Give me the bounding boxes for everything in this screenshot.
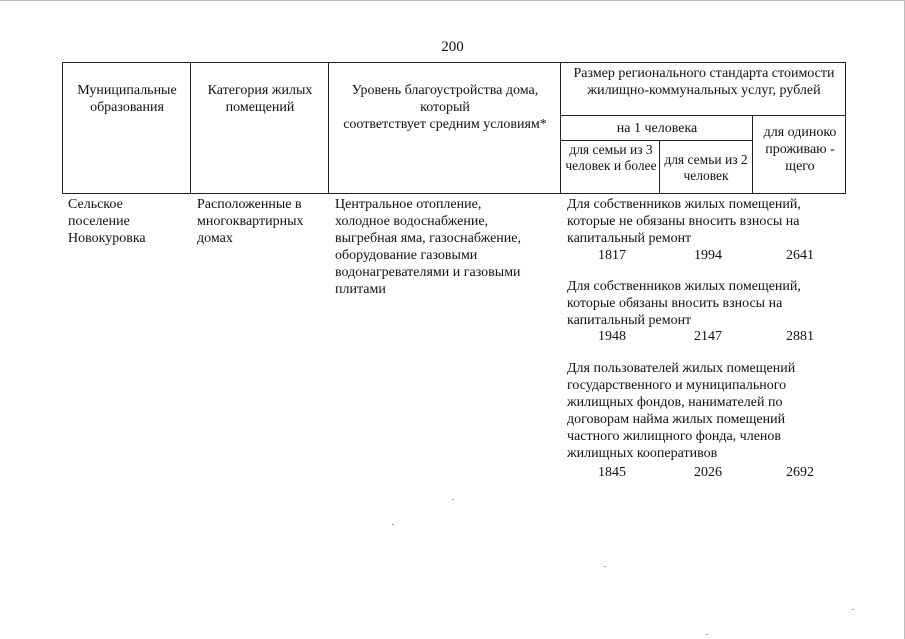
header-single: для одиноко проживаю - щего (763, 125, 837, 174)
group-2-value-family3: 1948 (598, 329, 626, 344)
header-size: Размер регионального стандарта стоимости жилищно-коммунальных услуг, рублей (573, 66, 835, 98)
group-1-value-family3: 1817 (598, 248, 626, 263)
header-level: Уровень благоустройства дома, который соответствует средним условиям* (343, 83, 547, 132)
group-3-value-single: 2692 (786, 465, 814, 480)
header-municipal: Муниципальные образования (77, 83, 177, 115)
scan-speck (392, 524, 394, 525)
header-family-3: для семьи из 3 человек и более (565, 142, 657, 173)
group-1-value-family2: 1994 (694, 248, 722, 263)
header-subrow-line (560, 115, 846, 116)
header-subsubrow-line (560, 140, 752, 141)
page-number: 200 (441, 39, 464, 55)
header-divider-4 (752, 115, 753, 194)
header-divider-5 (659, 140, 660, 194)
group-1-label: Для собственников жилых помещений, которые не обязаны вносить взносы на капитальный ремонт (567, 197, 801, 246)
header-bottom-border (62, 193, 846, 194)
header-divider-2 (328, 62, 329, 194)
group-3-label: Для пользователей жилых помещений государственного и муниципального жилищных фондов, нанимателей по договорам найма жилых помещений частного жилищного фонда, членов жилищных кооперативов (567, 361, 796, 461)
header-category: Категория жилых помещений (207, 83, 313, 115)
header-divider-1 (190, 62, 191, 194)
table-header (62, 62, 846, 194)
cell-municipal: Сельское поселение Новокуровка (68, 197, 146, 246)
group-3-value-family3: 1845 (598, 465, 626, 480)
header-right-border (845, 62, 846, 194)
group-2-value-single: 2881 (786, 329, 814, 344)
group-2-label: Для собственников жилых помещений, которые обязаны вносить взносы на капитальный ремонт (567, 279, 801, 328)
header-family-2: для семьи из 2 человек (664, 152, 748, 183)
group-1-value-single: 2641 (786, 248, 814, 263)
group-2-value-family2: 2147 (694, 329, 722, 344)
cell-level: Центральное отопление, холодное водоснабжение, выгребная яма, газоснабжение, оборудование газовыми водонагревателями и газовыми плитами (335, 197, 522, 297)
scan-speck (452, 499, 454, 500)
cell-category: Расположенные в многоквартирных домах (197, 197, 304, 246)
header-divider-3 (560, 62, 561, 194)
scan-speck (604, 566, 606, 567)
scan-speck (706, 634, 708, 635)
header-left-border (62, 62, 63, 194)
header-per-person: на 1 человека (616, 121, 698, 136)
scan-speck (852, 609, 854, 610)
page-border-top (0, 0, 905, 1)
group-3-value-family2: 2026 (694, 465, 722, 480)
header-top-border (62, 62, 846, 63)
